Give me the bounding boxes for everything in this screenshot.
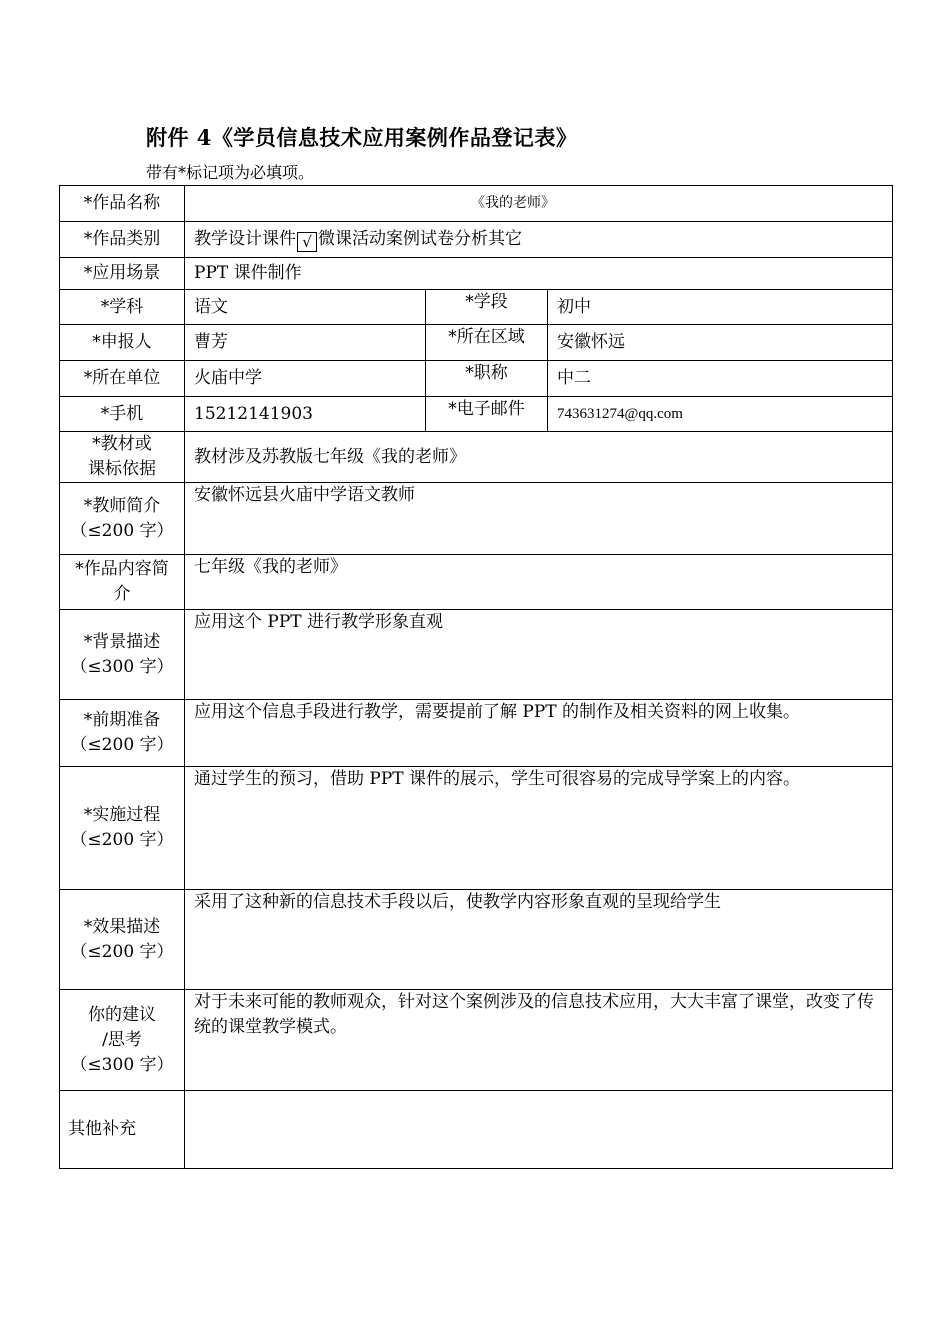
label-title-rank: *职称 <box>426 361 548 397</box>
label-teacher-intro <box>60 483 185 555</box>
label-region: *所在区域 <box>426 325 548 361</box>
value-process[interactable]: 通过学生的预习，借助 PPT 课件的展示，学生可很容易的完成导学案上的内容。 <box>185 767 893 890</box>
registration-form-table <box>59 185 893 1169</box>
value-title-rank[interactable]: 中二 <box>548 361 893 397</box>
label-email: *电子邮件 <box>426 397 548 432</box>
row-applicant <box>60 325 893 361</box>
label-effect-line2: （≤200 字） <box>70 941 174 962</box>
label-reflection <box>60 990 185 1091</box>
value-basis[interactable]: 教材涉及苏教版七年级《我的老师》 <box>185 432 893 483</box>
label-reflection-line3: （≤300 字） <box>70 1054 174 1075</box>
row-category <box>60 222 893 258</box>
value-scene[interactable]: PPT 课件制作 <box>185 258 893 290</box>
label-other: 其他补充 <box>60 1091 185 1169</box>
label-reflection-line1: 你的建议 <box>88 1004 156 1025</box>
value-phone[interactable]: 15212141903 <box>185 397 426 432</box>
label-teacher-intro-line1: *教师简介 <box>83 495 161 516</box>
row-preparation <box>60 700 893 767</box>
label-reflection-line2: /思考 <box>102 1029 142 1050</box>
row-subject <box>60 290 893 325</box>
label-preparation-line2: （≤200 字） <box>70 735 174 755</box>
row-effect <box>60 890 893 990</box>
row-basis <box>60 432 893 483</box>
label-applicant: *申报人 <box>60 325 185 361</box>
value-region[interactable]: 安徽怀远 <box>548 325 893 361</box>
label-content-intro-line2: 介 <box>113 584 131 604</box>
category-before: 教学设计课件 <box>194 229 296 249</box>
row-unit <box>60 361 893 397</box>
value-teacher-intro[interactable]: 安徽怀远县火庙中学语文教师 <box>185 483 893 555</box>
value-content-intro[interactable]: 七年级《我的老师》 <box>185 555 893 610</box>
label-subject: *学科 <box>60 290 185 325</box>
checkmark-icon[interactable]: √ <box>297 232 317 252</box>
value-applicant[interactable]: 曹芳 <box>185 325 426 361</box>
label-background <box>60 610 185 700</box>
value-other[interactable] <box>185 1091 893 1169</box>
value-preparation[interactable]: 应用这个信息手段进行教学，需要提前了解 PPT 的制作及相关资料的网上收集。 <box>185 700 893 767</box>
label-effect-line1: *效果描述 <box>83 916 161 937</box>
label-basis-line2: 课标依据 <box>88 459 156 479</box>
label-background-line2: （≤300 字） <box>70 656 174 677</box>
row-reflection <box>60 990 893 1091</box>
value-email[interactable]: 743631274@qq.com <box>548 397 893 432</box>
row-other <box>60 1091 893 1169</box>
label-work-name: *作品名称 <box>60 186 185 222</box>
row-content-intro <box>60 555 893 610</box>
label-basis-line1: *教材或 <box>92 434 152 454</box>
value-reflection[interactable]: 对于未来可能的教师观众，针对这个案例涉及的信息技术应用，大大丰富了课堂，改变了传统的课堂教学模式。 <box>185 990 893 1091</box>
value-unit[interactable]: 火庙中学 <box>185 361 426 397</box>
value-category[interactable] <box>185 222 893 258</box>
label-content-intro <box>60 555 185 610</box>
label-content-intro-line1: *作品内容简 <box>75 559 169 579</box>
row-teacher-intro <box>60 483 893 555</box>
label-unit: *所在单位 <box>60 361 185 397</box>
value-stage[interactable]: 初中 <box>548 290 893 325</box>
row-process <box>60 767 893 890</box>
label-scene: *应用场景 <box>60 258 185 290</box>
label-preparation <box>60 700 185 767</box>
value-effect[interactable]: 采用了这种新的信息技术手段以后，使教学内容形象直观的呈现给学生 <box>185 890 893 990</box>
label-phone: *手机 <box>60 397 185 432</box>
label-basis <box>60 432 185 483</box>
row-scene <box>60 258 893 290</box>
label-teacher-intro-line2: （≤200 字） <box>70 520 174 541</box>
row-background <box>60 610 893 700</box>
label-process-line1: *实施过程 <box>83 805 161 825</box>
required-note: 带有*标记项为必填项。 <box>146 163 315 182</box>
label-stage: *学段 <box>426 290 548 325</box>
category-after: 微课活动案例试卷分析其它 <box>318 229 522 249</box>
value-work-name[interactable]: 《我的老师》 <box>185 186 893 222</box>
value-subject[interactable]: 语文 <box>185 290 426 325</box>
label-background-line1: *背景描述 <box>83 631 161 652</box>
value-background[interactable]: 应用这个 PPT 进行教学形象直观 <box>185 610 893 700</box>
label-process <box>60 767 185 890</box>
row-phone <box>60 397 893 432</box>
label-effect <box>60 890 185 990</box>
document-title: 附件 4《学员信息技术应用案例作品登记表》 <box>146 125 578 150</box>
label-preparation-line1: *前期准备 <box>83 710 161 730</box>
label-process-line2: （≤200 字） <box>70 830 174 850</box>
row-work-name <box>60 186 893 222</box>
label-category: *作品类别 <box>60 222 185 258</box>
